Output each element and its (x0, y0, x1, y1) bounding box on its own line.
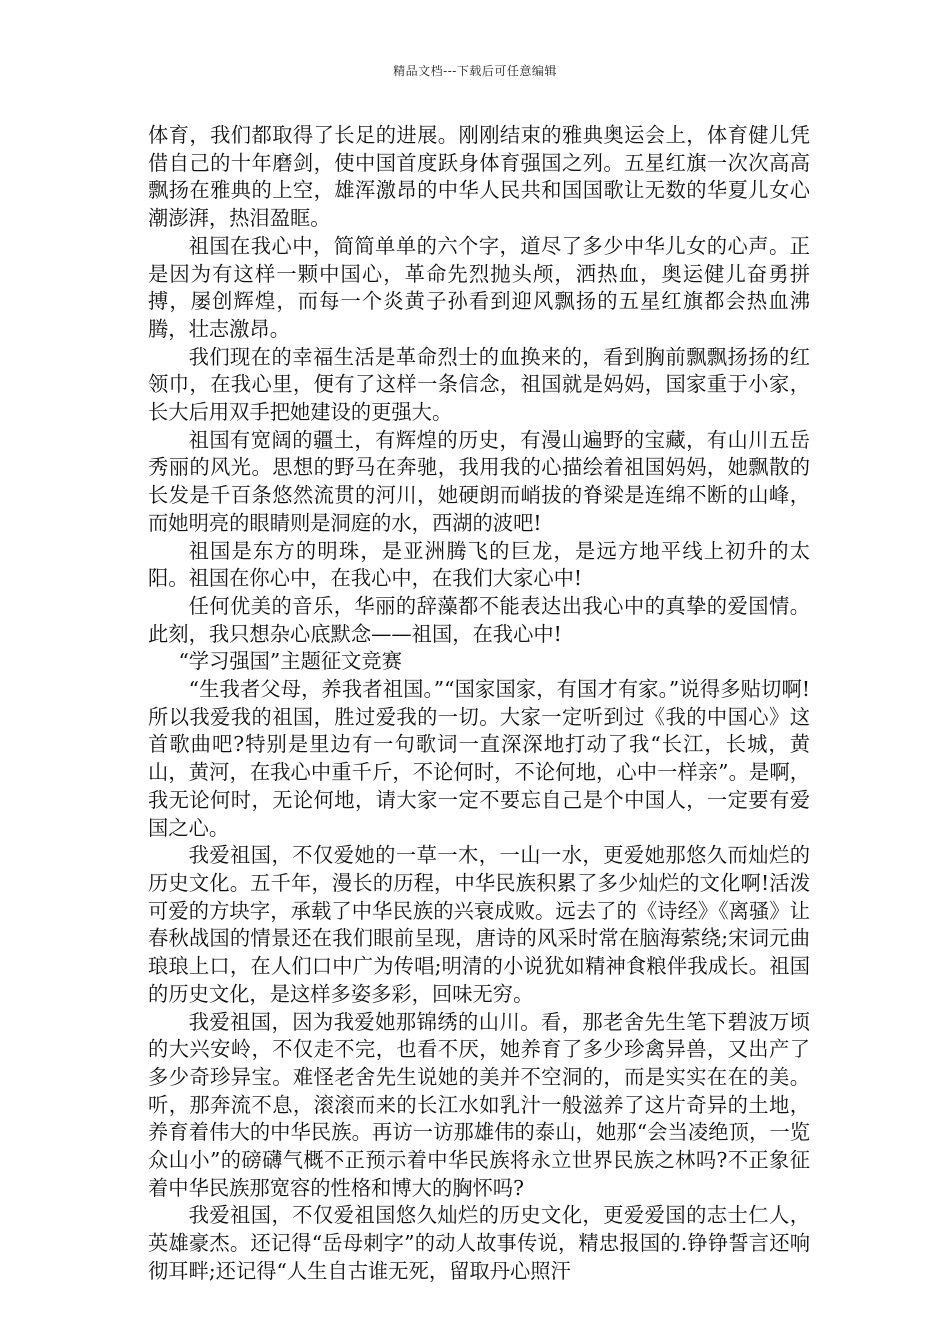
document-body (148, 122, 810, 1286)
section-heading: “学习强国”主题征文竞赛 (178, 649, 402, 674)
paragraph-1: 体育，我们都取得了长足的进展。刚刚结束的雅典奥运会上，体育健儿凭借自己的十年磨剑，使中国首度跃身体育强国之列。五星红旗一次次高高飘扬在雅典的上空，雄浑激昂的中华人民共和国国歌让无数的华夏儿女心潮澎湃，热泪盈眶。 (148, 123, 810, 231)
paragraph-4: 祖国有宽阔的疆土，有辉煌的历史，有漫山遍野的宝藏，有山川五岳秀丽的风光。思想的野马在奔驰，我用我的心描绘着祖国妈妈，她飘散的长发是千百条悠然流贯的河川，她硬朗而峭拔的脊梁是连绵不断的山峰，而她明亮的眼睛则是洞庭的水，西湖的波吧! (148, 427, 810, 535)
paragraph-10: 我爱祖国，不仅爱祖国悠久灿烂的历史文化，更爱爱国的志士仁人，英雄豪杰。还记得“岳母刺字”的动人故事传说，精忠报国的.铮铮誓言还响彻耳畔;还记得“人生自古谁无死，留取丹心照汗 (148, 1203, 810, 1283)
paragraph-6: 任何优美的音乐，华丽的辞藻都不能表达出我心中的真挚的爱国情。此刻，我只想杂心底默念——祖国，在我心中! (148, 593, 810, 646)
page-header: 精品文档---下载后可任意编辑 (393, 64, 557, 78)
paragraph-8: 我爱祖国，不仅爱她的一草一木，一山一水，更爱她那悠久而灿烂的历史文化。五千年，漫长的历程，中华民族积累了多少灿烂的文化啊!活泼可爱的方块字，承载了中华民族的兴衰成败。远去了的《诗经》《离骚》让春秋战国的情景还在我们眼前呈现，唐诗的风采时常在脑海萦绕;宋词元曲琅琅上口，在人们口中广为传唱;明清的小说犹如精神食粮伴我成长。祖国的历史文化，是这样多姿多彩，回味无穷。 (148, 843, 810, 1006)
paragraph-2: 祖国在我心中，简简单单的六个字，道尽了多少中华儿女的心声。正是因为有这样一颗中国心，革命先烈抛头颅，洒热血，奥运健儿奋勇拼搏，屡创辉煌，而每一个炎黄子孙看到迎风飘扬的五星红旗都会热血沸腾，壮志激昂。 (148, 233, 810, 341)
paragraph-7: “生我者父母，养我者祖国。”“国家国家，有国才有家。”说得多贴切啊!所以我爱我的祖国，胜过爱我的一切。大家一定听到过《我的中国心》这首歌曲吧?特别是里边有一句歌词一直深深地打动了我“长江，长城，黄山，黄河，在我心中重千斤，不论何时，不论何地，心中一样亲”。是啊，我无论何时，无论何地，请大家一定不要忘自己是个中国人，一定要有爱国之心。 (148, 677, 810, 840)
paragraph-9: 我爱祖国，因为我爱她那锦绣的山川。看，那老舍先生笔下碧波万顷的大兴安岭，不仅走不完，也看不厌，她养育了多少珍禽异兽，又出产了多少奇珍异宝。难怪老舍先生说她的美并不空洞的，而是实实在在的美。听，那奔流不息，滚滚而来的长江水如乳汁一般滋养了这片奇异的土地，养育着伟大的中华民族。再访一访那雄伟的泰山，她那“会当凌绝顶，一览众山小”的磅礴气概不正预示着中华民族将永立世界民族之林吗?不正象征着中华民族那宽容的性格和博大的胸怀吗? (148, 1009, 810, 1200)
paragraph-5: 祖国是东方的明珠，是亚洲腾飞的巨龙，是远方地平线上初升的太阳。祖国在你心中，在我心中，在我们大家心中! (148, 538, 810, 591)
paragraph-3: 我们现在的幸福生活是革命烈士的血换来的，看到胸前飘飘扬扬的红领巾，在我心里，便有了这样一条信念，祖国就是妈妈，国家重于小家，长大后用双手把她建设的更强大。 (148, 344, 810, 425)
